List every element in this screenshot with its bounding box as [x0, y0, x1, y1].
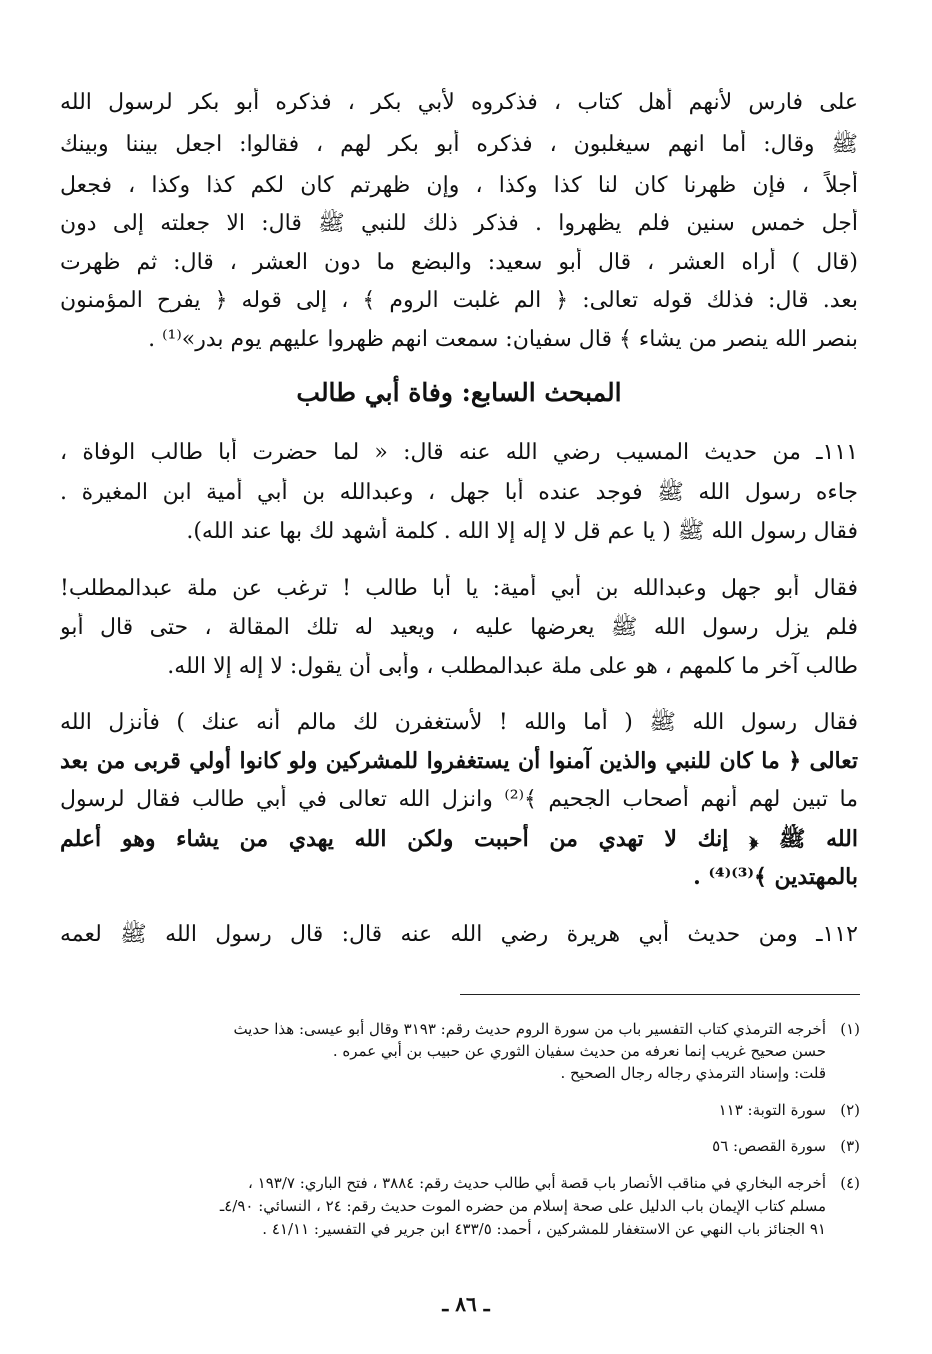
footnote-number: (٤) — [840, 1174, 860, 1192]
footnote-4-line: ٩١ الجنائز باب النهي عن الاستغفار للمشركين ، أحمد: ٤٣٣/٥ ابن جرير في التفسير: ٤١/١١ . — [262, 1220, 826, 1238]
body-line: ما تبين لهم أنهم أصحاب الجحيم ﴾⁽²⁾ وانزل الله تعالى في أبي طالب فقال لرسول — [60, 787, 858, 812]
footnote-divider — [460, 994, 860, 995]
body-line: فقال رسول الله ﷺ ( أما والله ! لأستغفرن لك مالم أنه عنك ) فأنزل الله — [60, 710, 858, 735]
footnote-2 — [60, 1100, 860, 1121]
footnote-1-line: قلت: وإسناد الترمذي رجاله رجال الصحيح . — [560, 1064, 826, 1082]
footnote-text: أخرجه البخاري في مناقب الأنصار باب قصة أبي طالب حديث رقم: ٣٨٨٤ ، فتح الباري: ١٩٣/٧ ، — [248, 1174, 826, 1192]
section-heading: المبحث السابع: وفاة أبي طالب — [296, 378, 622, 407]
body-line: على فارس لأنهم أهل كتاب ، فذكروه لأبي بكر ، فذكره أبو بكر لرسول الله — [60, 90, 858, 115]
hadith-112-line: ١١٢ـ ومن حديث أبي هريرة رضي الله عنه قال: قال رسول الله ﷺ لعمه — [60, 922, 858, 947]
body-line: بعد. قال: فذلك قوله تعالى: ﴿ الم غلبت الروم ﴾ ، إلى قوله ﴿ يفرح المؤمنون — [60, 288, 858, 313]
footnote-text: سورة القصص: ٥٦ — [712, 1137, 826, 1155]
footnote-number: (٢) — [840, 1101, 860, 1119]
footnote-1 — [60, 1019, 860, 1040]
body-line: ﷺ وقال: أما انهم سيغلبون ، فذكره أبو بكر لهم ، فقالوا: اجعل بيننا وبينك — [60, 132, 858, 157]
quran-verse-line: بالمهتدين ﴾⁽³⁾⁽⁴⁾ . — [693, 864, 858, 890]
footnote-4 — [60, 1173, 860, 1194]
footnote-text: سورة التوبة: ١١٣ — [718, 1101, 826, 1119]
footnote-number: (١) — [840, 1020, 860, 1038]
hadith-111-line: جاءه رسول الله ﷺ فوجد عنده أبا جهل ، وعبدالله بن أبي أمية ابن المغيرة . — [60, 480, 858, 505]
body-line: أجلاً ، فإن ظهرنا كان لنا كذا وكذا ، وإن ظهرتم كان لكم كذا وكذا ، فجعل — [60, 173, 858, 198]
quran-verse-line: تعالى ﴿ ما كان للنبي والذين آمنوا أن يستغفروا للمشركين ولو كانوا أولي قربى من بعد — [60, 748, 858, 774]
quran-verse-line: الله ﷺ ﴿ إنك لا تهدي من أحببت ولكن الله يهدي من يشاء وهو أعلم — [60, 826, 858, 852]
page-number: ـ ٨٦ ـ — [442, 1292, 490, 1316]
body-line: طالب آخر ما كلمهم ، هو على ملة عبدالمطلب ، وأبى أن يقول: لا إله إلا الله. — [167, 654, 858, 679]
hadith-111-line: ١١١ـ من حديث المسيب رضي الله عنه قال: « لما حضرت أبا طالب الوفاة ، — [60, 440, 858, 465]
body-line: فلم يزل رسول الله ﷺ يعرضها عليه ، ويعيد له تلك المقالة ، حتى قال أبو — [60, 615, 858, 640]
footnote-1-line: حسن صحيح غريب إنما نعرفه من حديث سفيان الثوري عن حبيب بن أبي عمره . — [332, 1042, 826, 1060]
footnote-4-line: مسلم كتاب الإيمان باب الدليل على صحة إسلام من حضره الموت حديث رقم: ٢٤ ، النسائي: ٤/٩٠ـ — [219, 1197, 826, 1215]
footnote-3 — [60, 1136, 860, 1157]
body-line: فقال أبو جهل وعبدالله بن أبي أمية: يا أبا طالب ! ترغب عن ملة عبدالمطلب! — [60, 576, 858, 601]
footnote-text: أخرجه الترمذي كتاب التفسير باب من سورة الروم حديث رقم: ٣١٩٣ وقال أبو عيسى: هذا حديث — [233, 1020, 826, 1038]
body-line: (قال ) أراه العشر ، قال أبو سعيد: والبضع ما دون العشر ، قال: ثم ظهرت — [60, 250, 858, 275]
footnote-number: (٣) — [840, 1137, 860, 1155]
body-line: أجل خمس سنين فلم يظهروا . فذكر ذلك للنبي ﷺ قال: الا جعلته إلى دون — [60, 211, 858, 236]
hadith-111-line: فقال رسول الله ﷺ ( يا عم قل لا إله إلا الله . كلمة أشهد لك بها عند الله). — [186, 519, 858, 544]
body-line: بنصر الله ينصر من يشاء ﴾ قال سفيان: سمعت انهم ظهروا عليهم يوم بدر»⁽¹⁾ . — [148, 327, 858, 352]
